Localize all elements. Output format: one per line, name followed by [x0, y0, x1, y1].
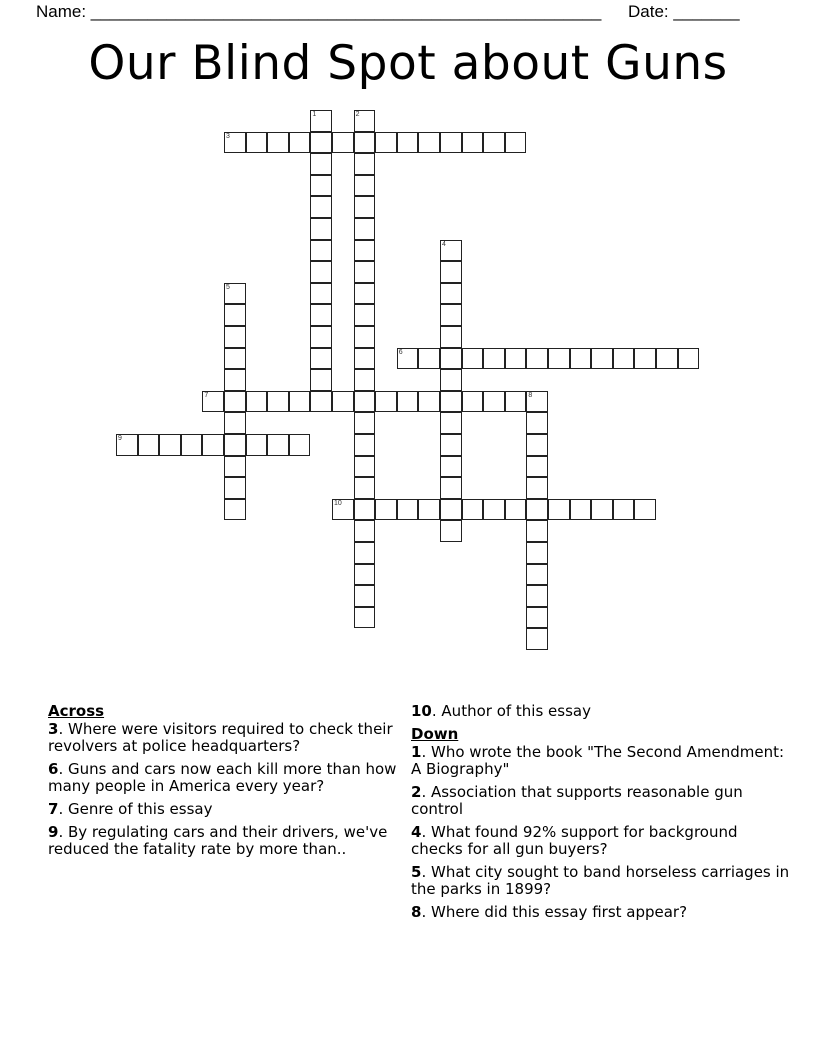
grid-cell[interactable]	[224, 391, 246, 413]
grid-cell[interactable]	[591, 499, 613, 521]
clue-number: 8	[528, 391, 533, 399]
date-field[interactable]	[628, 2, 740, 22]
clue-text: Who wrote the book "The Second Amendment: A Biography"	[411, 743, 785, 778]
grid-cell[interactable]	[440, 240, 462, 262]
grid-cell[interactable]	[354, 585, 376, 607]
grid-cell[interactable]	[116, 434, 138, 456]
grid-cell[interactable]	[354, 110, 376, 132]
clue-separator: .	[421, 903, 431, 921]
grid-cell[interactable]	[375, 132, 397, 154]
grid-cell[interactable]	[202, 391, 224, 413]
grid-cell[interactable]	[483, 132, 505, 154]
clue-separator: .	[421, 783, 431, 801]
page-title: Our Blind Spot about Guns	[88, 36, 728, 91]
grid-cell[interactable]	[354, 607, 376, 629]
clue-number: 1	[411, 743, 422, 761]
grid-cell[interactable]	[354, 132, 376, 154]
grid-cell[interactable]	[440, 434, 462, 456]
grid-cell[interactable]	[440, 261, 462, 283]
grid-cell[interactable]	[591, 348, 613, 370]
clue-across-10	[411, 703, 791, 720]
grid-cell[interactable]	[224, 456, 246, 478]
date-label: Date:	[628, 2, 674, 21]
clue-text: By regulating cars and their drivers, we've reduced the fatality rate by more than..	[48, 823, 388, 858]
across-heading: Across	[48, 702, 105, 720]
clue-number: 6	[398, 348, 403, 356]
grid-cell[interactable]	[483, 499, 505, 521]
grid-cell[interactable]	[354, 456, 376, 478]
grid-cell[interactable]	[440, 520, 462, 542]
clue-number: 4	[442, 240, 446, 248]
clue-separator: .	[58, 760, 68, 778]
grid-cell[interactable]	[505, 391, 527, 413]
grid-cell[interactable]	[354, 412, 376, 434]
grid-cell[interactable]	[397, 499, 419, 521]
grid-cell[interactable]	[310, 240, 332, 262]
grid-cell[interactable]	[354, 434, 376, 456]
grid-cell[interactable]	[310, 175, 332, 197]
clue-across-7	[48, 801, 398, 818]
clue-text: Where did this essay first appear?	[430, 903, 688, 921]
clue-text: Genre of this essay	[67, 800, 213, 818]
clue-number: 4	[411, 823, 422, 841]
grid-cell[interactable]	[634, 348, 656, 370]
clue-number: 8	[411, 903, 422, 921]
across-clues	[48, 703, 398, 864]
grid-cell[interactable]	[440, 283, 462, 305]
clue-text: What found 92% support for background checks for all gun buyers?	[411, 823, 738, 858]
clue-number: 7	[204, 391, 209, 399]
right-clue-column	[411, 703, 791, 927]
grid-cell[interactable]	[332, 132, 354, 154]
grid-cell[interactable]	[310, 218, 332, 240]
grid-cell[interactable]	[440, 477, 462, 499]
clue-number: 10	[411, 702, 432, 720]
clue-separator: .	[58, 800, 68, 818]
clue-number: 10	[334, 499, 342, 507]
grid-cell[interactable]	[354, 391, 376, 413]
clue-down-8	[411, 904, 791, 921]
grid-cell[interactable]	[526, 434, 548, 456]
grid-cell[interactable]	[310, 132, 332, 154]
clue-across-9	[48, 824, 398, 858]
grid-cell[interactable]	[440, 369, 462, 391]
grid-cell[interactable]	[354, 218, 376, 240]
clue-number: 2	[411, 783, 422, 801]
grid-cell[interactable]	[526, 499, 548, 521]
clue-down-1	[411, 744, 791, 778]
grid-cell[interactable]	[289, 434, 311, 456]
grid-cell[interactable]	[440, 326, 462, 348]
grid-cell[interactable]	[354, 499, 376, 521]
grid-cell[interactable]	[332, 391, 354, 413]
grid-cell[interactable]	[310, 283, 332, 305]
grid-cell[interactable]	[526, 585, 548, 607]
grid-cell[interactable]	[224, 326, 246, 348]
grid-cell[interactable]	[526, 607, 548, 629]
grid-cell[interactable]	[267, 434, 289, 456]
clue-number: 9	[118, 435, 122, 442]
grid-cell[interactable]	[613, 499, 635, 521]
grid-cell[interactable]	[418, 391, 440, 413]
clue-number: 3	[48, 720, 59, 738]
clue-text: What city sought to band horseless carriages in the parks in 1899?	[411, 863, 790, 898]
grid-cell[interactable]	[246, 434, 268, 456]
grid-cell[interactable]	[678, 348, 700, 370]
grid-cell[interactable]	[310, 348, 332, 370]
grid-cell[interactable]	[526, 391, 548, 413]
grid-cell[interactable]	[354, 542, 376, 564]
grid-cell[interactable]	[267, 132, 289, 154]
clue-text: Where were visitors required to check their revolvers at police headquarters?	[48, 720, 393, 755]
grid-cell[interactable]	[462, 391, 484, 413]
name-field[interactable]	[36, 2, 601, 22]
clue-number: 1	[312, 111, 317, 118]
clue-down-2	[411, 784, 791, 818]
grid-cell[interactable]	[224, 132, 246, 154]
grid-cell[interactable]	[613, 348, 635, 370]
grid-cell[interactable]	[224, 369, 246, 391]
grid-cell[interactable]	[310, 391, 332, 413]
clue-number: 3	[226, 132, 230, 140]
grid-cell[interactable]	[462, 348, 484, 370]
grid-cell[interactable]	[505, 499, 527, 521]
clue-across-6	[48, 761, 398, 795]
grid-cell[interactable]	[224, 348, 246, 370]
grid-cell[interactable]	[138, 434, 160, 456]
grid-cell[interactable]	[375, 391, 397, 413]
grid-cell[interactable]	[181, 434, 203, 456]
grid-cell[interactable]	[354, 196, 376, 218]
clue-separator: .	[58, 823, 68, 841]
grid-cell[interactable]	[224, 477, 246, 499]
name-blank[interactable]: ______________________________________________________	[90, 2, 602, 21]
grid-cell[interactable]	[526, 456, 548, 478]
grid-cell[interactable]	[526, 477, 548, 499]
clue-number: 5	[226, 283, 230, 291]
grid-cell[interactable]	[224, 283, 246, 305]
grid-cell[interactable]	[526, 542, 548, 564]
clue-separator: .	[58, 720, 68, 738]
grid-cell[interactable]	[418, 499, 440, 521]
grid-cell[interactable]	[570, 348, 592, 370]
grid-cell[interactable]	[418, 132, 440, 154]
clue-down-5	[411, 864, 791, 898]
grid-cell[interactable]	[354, 326, 376, 348]
clue-across-3	[48, 721, 398, 755]
grid-cell[interactable]	[526, 564, 548, 586]
grid-cell[interactable]	[202, 434, 224, 456]
grid-cell[interactable]	[375, 499, 397, 521]
clue-separator: .	[421, 823, 431, 841]
grid-cell[interactable]	[310, 110, 332, 132]
grid-cell[interactable]	[354, 348, 376, 370]
clue-text: Association that supports reasonable gun control	[411, 783, 743, 818]
clue-number: 9	[48, 823, 59, 841]
grid-cell[interactable]	[246, 132, 268, 154]
grid-cell[interactable]	[483, 391, 505, 413]
grid-cell[interactable]	[440, 132, 462, 154]
grid-cell[interactable]	[354, 369, 376, 391]
grid-cell[interactable]	[354, 283, 376, 305]
grid-cell[interactable]	[267, 391, 289, 413]
grid-cell[interactable]	[354, 304, 376, 326]
grid-cell[interactable]	[418, 348, 440, 370]
grid-cell[interactable]	[570, 499, 592, 521]
grid-cell[interactable]	[462, 132, 484, 154]
grid-cell[interactable]	[505, 348, 527, 370]
grid-cell[interactable]	[159, 434, 181, 456]
name-label: Name:	[36, 2, 91, 21]
grid-cell[interactable]	[310, 261, 332, 283]
clue-number: 5	[411, 863, 422, 881]
grid-cell[interactable]	[246, 391, 268, 413]
grid-cell[interactable]	[526, 628, 548, 650]
grid-cell[interactable]	[224, 304, 246, 326]
grid-cell[interactable]	[224, 434, 246, 456]
grid-cell[interactable]	[440, 391, 462, 413]
grid-cell[interactable]	[397, 391, 419, 413]
grid-cell[interactable]	[548, 499, 570, 521]
date-blank[interactable]: _______	[673, 2, 740, 21]
clue-number: 7	[48, 800, 59, 818]
grid-cell[interactable]	[440, 304, 462, 326]
grid-cell[interactable]	[354, 153, 376, 175]
grid-cell[interactable]	[310, 196, 332, 218]
clue-number: 2	[355, 111, 360, 118]
grid-cell[interactable]	[548, 348, 570, 370]
grid-cell[interactable]	[310, 369, 332, 391]
grid-cell[interactable]	[354, 520, 376, 542]
grid-cell[interactable]	[505, 132, 527, 154]
grid-cell[interactable]	[289, 391, 311, 413]
grid-cell[interactable]	[397, 132, 419, 154]
grid-cell[interactable]	[310, 304, 332, 326]
grid-cell[interactable]	[483, 348, 505, 370]
grid-cell[interactable]	[354, 564, 376, 586]
clue-down-4	[411, 824, 791, 858]
grid-cell[interactable]	[354, 240, 376, 262]
grid-cell[interactable]	[440, 412, 462, 434]
grid-cell[interactable]	[332, 499, 354, 521]
grid-cell[interactable]	[354, 261, 376, 283]
clue-number: 6	[48, 760, 59, 778]
clue-separator: .	[421, 863, 431, 881]
grid-cell[interactable]	[224, 412, 246, 434]
clue-separator: .	[421, 743, 431, 761]
grid-cell[interactable]	[656, 348, 678, 370]
grid-cell[interactable]	[526, 520, 548, 542]
grid-cell[interactable]	[440, 456, 462, 478]
grid-cell[interactable]	[440, 499, 462, 521]
grid-cell[interactable]	[462, 499, 484, 521]
grid-cell[interactable]	[310, 326, 332, 348]
grid-cell[interactable]	[224, 499, 246, 521]
grid-cell[interactable]	[310, 153, 332, 175]
grid-cell[interactable]	[634, 499, 656, 521]
grid-cell[interactable]	[354, 175, 376, 197]
clue-separator: .	[431, 702, 442, 720]
down-heading: Down	[411, 725, 459, 743]
grid-cell[interactable]	[289, 132, 311, 154]
grid-cell[interactable]	[526, 412, 548, 434]
grid-cell[interactable]	[526, 348, 548, 370]
grid-cell[interactable]	[440, 348, 462, 370]
clue-text: Guns and cars now each kill more than how many people in America every year?	[48, 760, 397, 795]
grid-cell[interactable]	[397, 348, 419, 370]
clue-text: Author of this essay	[441, 702, 591, 720]
grid-cell[interactable]	[354, 477, 376, 499]
